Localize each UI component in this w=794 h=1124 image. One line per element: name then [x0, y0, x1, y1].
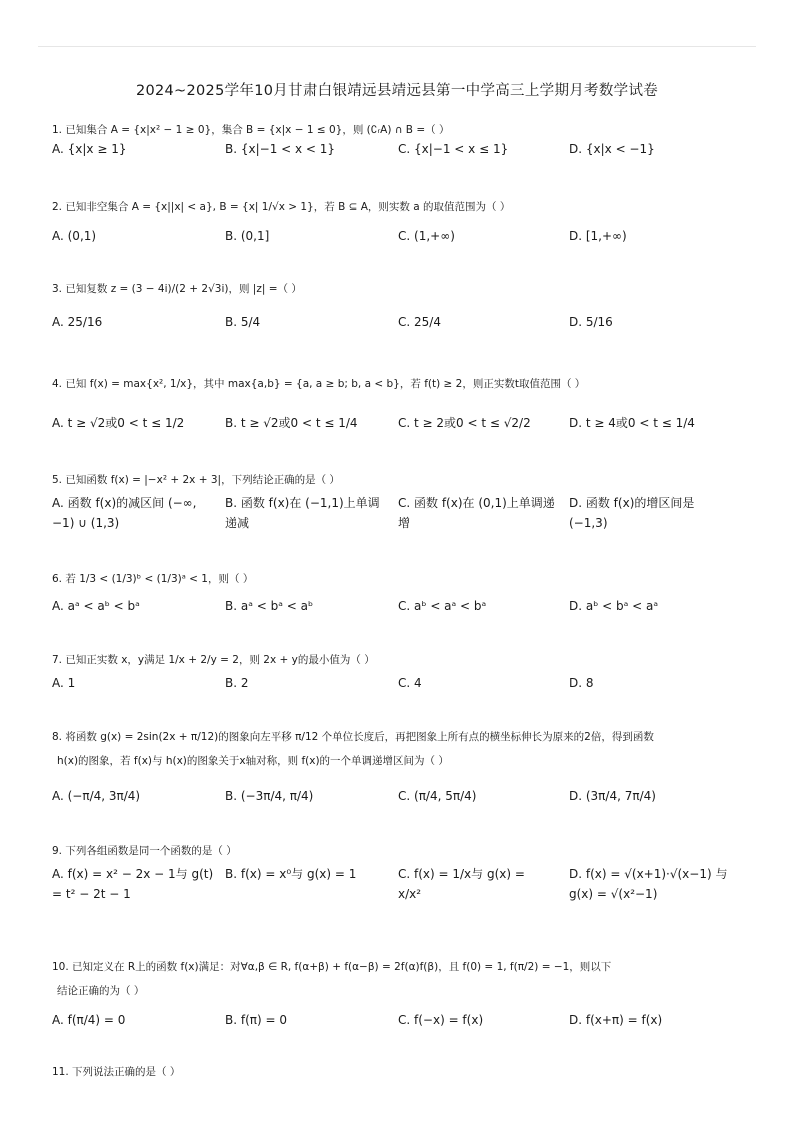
option-b: B. {x|−1 < x < 1} — [225, 142, 336, 156]
option-b: B. t ≥ √2或0 < t ≤ 1/4 — [225, 416, 358, 430]
option-b: B. 2 — [225, 676, 249, 690]
option-b: B. aᵃ < bᵃ < aᵇ — [225, 599, 314, 613]
question-stem: 11. 下列说法正确的是（ ） — [52, 1066, 181, 1078]
option-d: D. 5/16 — [569, 315, 613, 329]
option-c: C. t ≥ 2或0 < t ≤ √2/2 — [398, 416, 531, 430]
option-a: A. 25/16 — [52, 315, 103, 329]
option-c: C. 函数 f(x)在 (0,1)上单调递增 — [398, 496, 555, 530]
question-stem: 1. 已知集合 A = {x|x² − 1 ≥ 0}，集合 B = {x|x − 1 ≤ 0}，则 (∁ᵣA) ∩ B =（ ） — [52, 124, 450, 136]
option-b: B. f(x) = x⁰与 g(x) = 1 — [225, 867, 357, 881]
option-b: B. (−3π/4, π/4) — [225, 789, 314, 803]
option-c: C. aᵇ < aᵃ < bᵃ — [398, 599, 487, 613]
option-a: A. 函数 f(x)的减区间 (−∞,−1) ∪ (1,3) — [52, 496, 197, 530]
option-a: A. f(x) = x² − 2x − 1与 g(t) = t² − 2t − 1 — [52, 867, 214, 901]
question-10 — [52, 958, 752, 1032]
question-2 — [52, 198, 752, 248]
question-6 — [52, 570, 752, 618]
question-stem: 3. 已知复数 z = (3 − 4i)/(2 + 2√3i)，则 |z| =（ ） — [52, 283, 302, 295]
option-c: C. (π/4, 5π/4) — [398, 789, 477, 803]
question-11 — [52, 1063, 752, 1081]
question-stem: 2. 已知非空集合 A = {x||x| < a}, B = {x| 1/√x > 1}，若 B ⊆ A，则实数 a 的取值范围为（ ） — [52, 201, 511, 213]
option-c: C. {x|−1 < x ≤ 1} — [398, 142, 509, 156]
option-c: C. f(−x) = f(x) — [398, 1013, 484, 1027]
option-d: D. 函数 f(x)的增区间是 (−1,3) — [569, 496, 695, 530]
option-a: A. {x|x ≥ 1} — [52, 142, 127, 156]
header-rule — [38, 46, 756, 47]
question-stem: 8. 将函数 g(x) = 2sin(2x + π/12)的图象向左平移 π/12 个单位长度后，再把图象上所有点的横坐标伸长为原来的2倍，得到函数 — [52, 731, 654, 743]
question-stem: 4. 已知 f(x) = max{x², 1/x}，其中 max{a,b} = {a, a ≥ b; b, a < b}，若 f(t) ≥ 2，则正实数t取值范围（ ） — [52, 378, 586, 390]
option-d: D. (3π/4, 7π/4) — [569, 789, 656, 803]
option-a: A. (0,1) — [52, 229, 97, 243]
option-a: A. t ≥ √2或0 < t ≤ 1/2 — [52, 416, 185, 430]
question-stem: 10. 已知定义在 R上的函数 f(x)满足：对∀α,β ∈ R, f(α+β) + f(α−β) = 2f(α)f(β)，且 f(0) = 1, f(π/2) = −1，则以下 — [52, 961, 612, 973]
option-c: C. f(x) = 1/x与 g(x) = x/x² — [398, 867, 525, 901]
option-c: C. (1,+∞) — [398, 229, 455, 243]
question-8 — [52, 728, 752, 808]
option-d: D. aᵇ < bᵃ < aᵃ — [569, 599, 659, 613]
option-a: A. aᵃ < aᵇ < bᵃ — [52, 599, 140, 613]
question-stem-cont: h(x)的图象，若 f(x)与 h(x)的图象关于x轴对称，则 f(x)的一个单调递增区间为（ ） — [57, 755, 449, 767]
question-stem-cont: 结论正确的为（ ） — [57, 985, 145, 997]
option-b: B. (0,1] — [225, 229, 270, 243]
option-d: D. f(x) = √(x+1)·√(x−1) 与 g(x) = √(x²−1) — [569, 867, 728, 901]
option-d: D. 8 — [569, 676, 594, 690]
option-c: C. 4 — [398, 676, 422, 690]
question-stem: 9. 下列各组函数是同一个函数的是（ ） — [52, 845, 237, 857]
question-5 — [52, 471, 752, 537]
page-title: 2024~2025学年10月甘肃白银靖远县靖远县第一中学高三上学期月考数学试卷 — [135, 83, 659, 99]
question-stem: 5. 已知函数 f(x) = |−x² + 2x + 3|，下列结论正确的是（ ） — [52, 474, 340, 486]
option-d: D. [1,+∞) — [569, 229, 627, 243]
option-c: C. 25/4 — [398, 315, 441, 329]
question-stem: 6. 若 1/3 < (1/3)ᵇ < (1/3)ᵃ < 1，则（ ） — [52, 573, 254, 585]
option-d: D. f(x+π) = f(x) — [569, 1013, 663, 1027]
option-d: D. t ≥ 4或0 < t ≤ 1/4 — [569, 416, 695, 430]
option-a: A. (−π/4, 3π/4) — [52, 789, 141, 803]
option-a: A. 1 — [52, 676, 76, 690]
option-b: B. 5/4 — [225, 315, 261, 329]
option-d: D. {x|x < −1} — [569, 142, 655, 156]
option-b: B. f(π) = 0 — [225, 1013, 287, 1027]
option-a: A. f(π/4) = 0 — [52, 1013, 126, 1027]
option-b: B. 函数 f(x)在 (−1,1)上单调递减 — [225, 496, 380, 530]
question-4 — [52, 375, 752, 435]
question-9 — [52, 842, 752, 924]
question-1 — [52, 121, 752, 161]
question-stem: 7. 已知正实数 x，y满足 1/x + 2/y = 2，则 2x + y的最小值为（ ） — [52, 654, 375, 666]
question-3 — [52, 280, 752, 334]
question-7 — [52, 651, 752, 695]
